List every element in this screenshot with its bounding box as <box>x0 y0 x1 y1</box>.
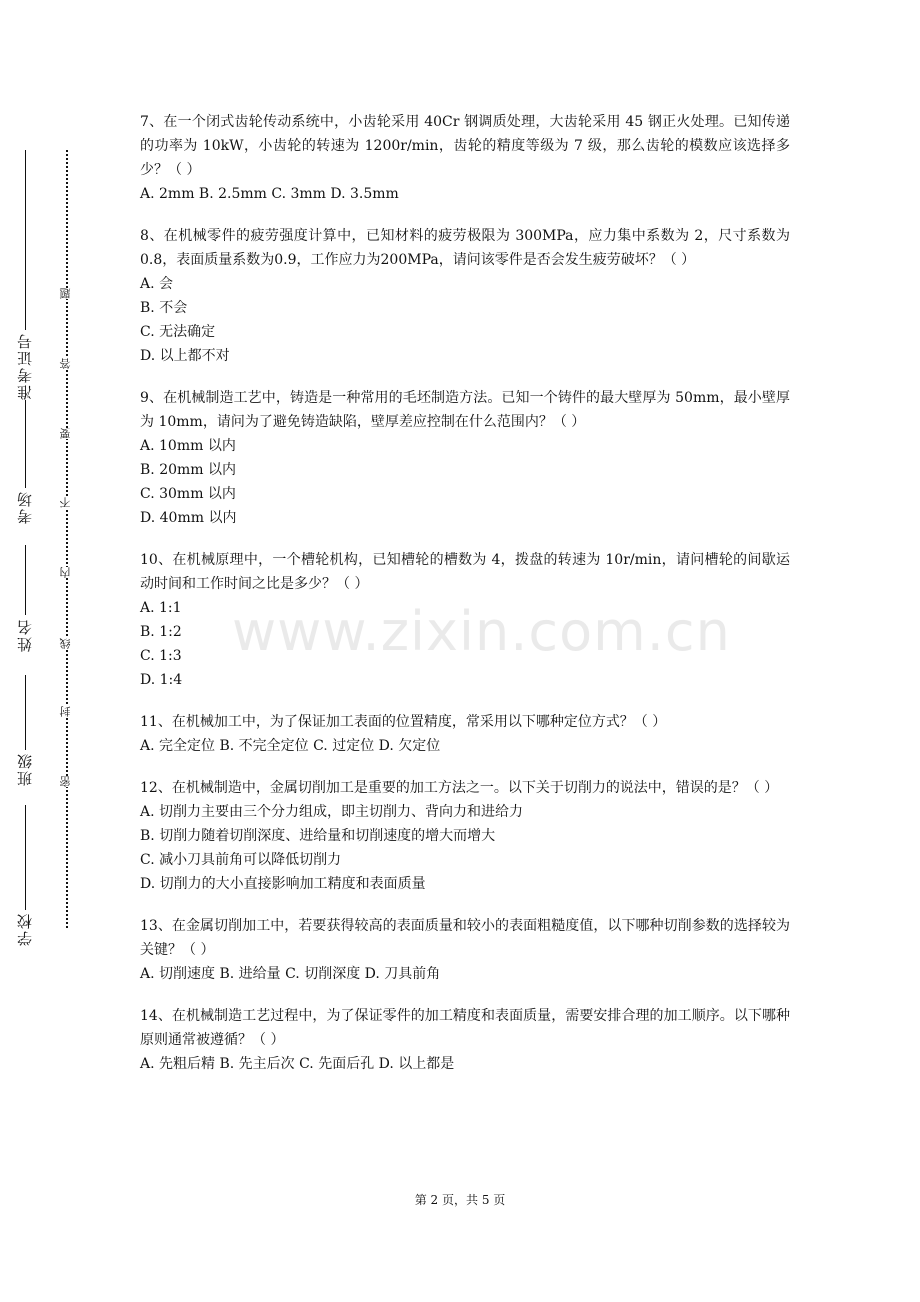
question-stem: 12、在机械制造中，金属切削加工是重要的加工方法之一。以下关于切削力的说法中，错误的是？（ ） <box>140 780 779 796</box>
student-name-underline <box>25 545 27 615</box>
question-options: A. 切削速度 B. 进给量 C. 切削深度 D. 刀具前角 <box>140 966 441 982</box>
question-10 <box>140 548 790 692</box>
option-c: C. 1:3 <box>140 648 182 664</box>
option-d: D. 40mm 以内 <box>140 510 237 526</box>
question-13 <box>140 914 790 986</box>
question-stem: 7、在一个闭式齿轮传动系统中，小齿轮采用 40Cr 钢调质处理，大齿轮采用 45 钢正火处理。已知传递的功率为 10kW，小齿轮的转速为 1200r/min，齿轮的精度等级为 7 级，那么齿轮的模数应该选择多少？（ ） <box>140 114 790 178</box>
question-stem: 11、在机械加工中，为了保证加工表面的位置精度，常采用以下哪种定位方式？（ ） <box>140 714 667 730</box>
seal-char: 要 <box>59 428 72 439</box>
seal-dotted-line <box>66 150 68 928</box>
question-stem: 10、在机械原理中，一个槽轮机构，已知槽轮的槽数为 4，拨盘的转速为 10r/min，请问槽轮的间歇运动时间和工作时间之比是多少？（ ） <box>140 552 790 592</box>
option-b: B. 20mm 以内 <box>140 462 237 478</box>
question-options: A. 2mm B. 2.5mm C. 3mm D. 3.5mm <box>140 186 399 202</box>
student-name-label: 姓名 <box>16 618 34 652</box>
option-a: A. 会 <box>140 276 174 292</box>
exam-number-underline <box>25 150 27 330</box>
question-11 <box>140 710 790 758</box>
option-b: B. 切削力随着切削深度、进给量和切削速度的增大而增大 <box>140 828 496 844</box>
option-a: A. 1:1 <box>140 600 182 616</box>
option-a: A. 切削力主要由三个分力组成，即主切削力、背向力和进给力 <box>140 804 524 820</box>
option-c: C. 减小刀具前角可以降低切削力 <box>140 852 342 868</box>
seal-char: 不 <box>59 497 72 508</box>
question-stem: 14、在机械制造工艺过程中，为了保证零件的加工精度和表面质量，需要安排合理的加工顺序。以下哪种原则通常被遵循？（ ） <box>140 1008 790 1048</box>
page-footer: 第 2 页，共 5 页 <box>414 1193 506 1207</box>
class-underline <box>25 675 27 750</box>
option-b: B. 1:2 <box>140 624 182 640</box>
exam-room-label: 考场 <box>16 490 34 524</box>
exam-room-underline <box>25 400 27 488</box>
seal-char: 内 <box>59 567 72 578</box>
school-underline <box>25 805 27 910</box>
school-label: 学校 <box>16 912 34 946</box>
question-stem: 9、在机械制造工艺中，铸造是一种常用的毛坯制造方法。已知一个铸件的最大壁厚为 50mm，最小壁厚为 10mm，请问为了避免铸造缺陷，壁厚差应控制在什么范围内？（ ） <box>140 390 790 430</box>
seal-char: 封 <box>59 706 72 717</box>
seal-char: 线 <box>59 638 72 649</box>
option-c: C. 30mm 以内 <box>140 486 236 502</box>
question-stem: 8、在机械零件的疲劳强度计算中，已知材料的疲劳极限为 300MPa，应力集中系数为 2，尺寸系数为0.8，表面质量系数为0.9，工作应力为200MPa，请问该零件是否会发生疲劳破坏？（ ） <box>140 228 790 268</box>
option-a: A. 10mm 以内 <box>140 438 236 454</box>
question-14 <box>140 1004 790 1076</box>
watermark: www.zixin.com.cn <box>232 600 731 663</box>
option-d: D. 以上都不对 <box>140 348 230 364</box>
seal-char: 题 <box>59 288 72 299</box>
seal-char: 密 <box>59 776 72 787</box>
seal-char: 答 <box>59 358 72 369</box>
question-12 <box>140 776 790 896</box>
option-c: C. 无法确定 <box>140 324 216 340</box>
question-7 <box>140 110 790 206</box>
question-stem: 13、在金属切削加工中，若要获得较高的表面质量和较小的表面粗糙度值，以下哪种切削参数的选择较为关键？（ ） <box>140 918 790 958</box>
exam-number-label: 准考证号 <box>16 332 34 400</box>
question-9 <box>140 386 790 530</box>
option-b: B. 不会 <box>140 300 188 316</box>
question-list <box>140 110 790 1094</box>
question-options: A. 先粗后精 B. 先主后次 C. 先面后孔 D. 以上都是 <box>140 1056 455 1072</box>
question-8 <box>140 224 790 368</box>
class-label: 班级 <box>16 752 34 786</box>
option-d: D. 1:4 <box>140 672 183 688</box>
question-options: A. 完全定位 B. 不完全定位 C. 过定位 D. 欠定位 <box>140 738 441 754</box>
option-d: D. 切削力的大小直接影响加工精度和表面质量 <box>140 876 426 892</box>
